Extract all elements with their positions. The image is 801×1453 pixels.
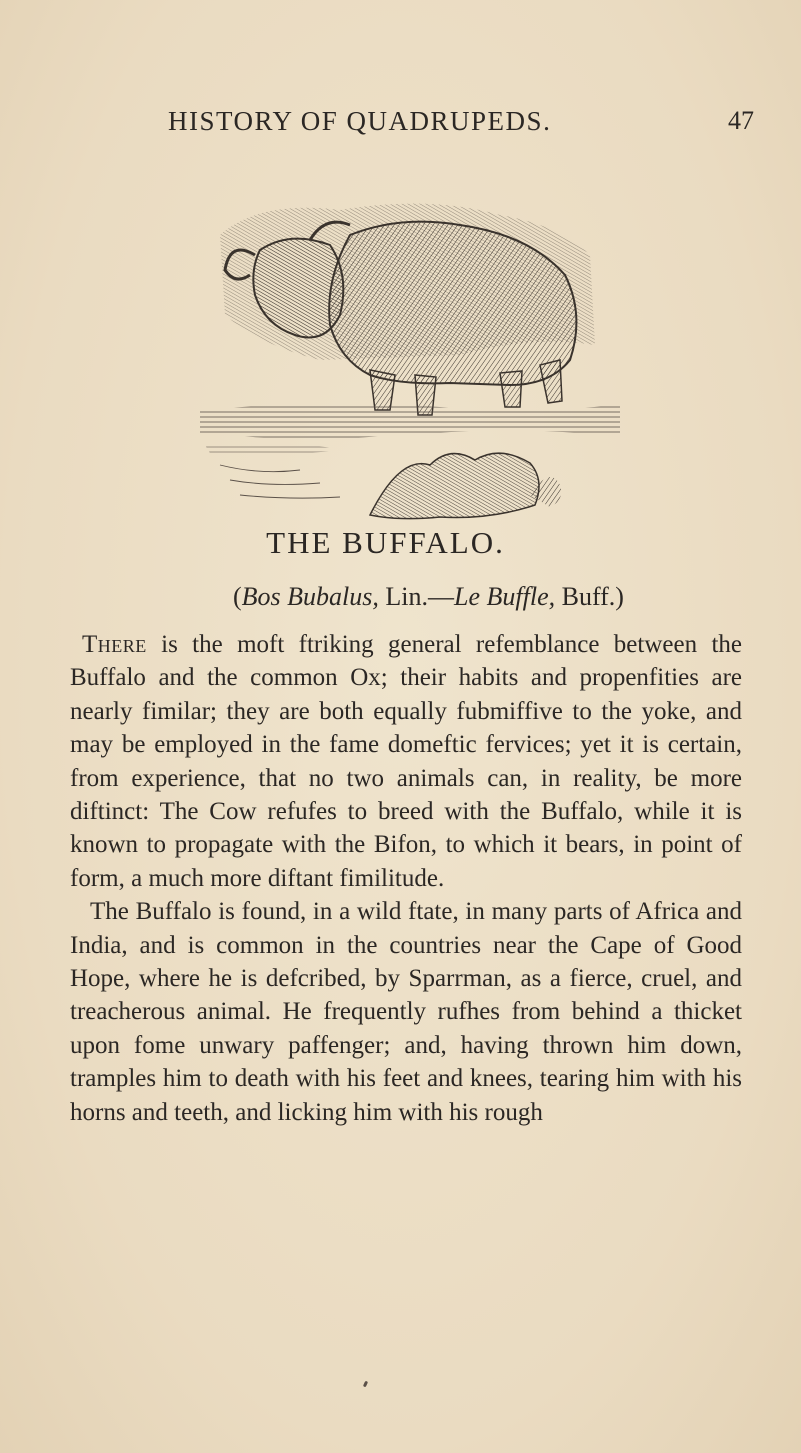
synonym-open: ( (233, 582, 242, 611)
caption-text: THE BUFFALO. (266, 525, 505, 560)
paragraph-1-lead: There (82, 631, 147, 658)
plate-caption (0, 525, 801, 561)
paragraph-1-text: is the moft ftriking general refemblance between the Buffalo and the common Ox; their habits and propenfities are nearly fimilar; they are both equally fubmiffive to the yoke, and may be employed in the fame domeftic fervices; yet it is certain, from experience, that no two animals can, in reality, be more diftinct: The Cow refufes to breed with the Buffalo, while it is known to propagate with the Bifon, to which it bears, in point of form, a much more diftant fimilitude. (70, 631, 742, 892)
synonym-bos-bubalus: Bos Bubalus, (241, 582, 379, 611)
paragraph-2: The Buffalo is found, in a wild ftate, in many parts of Africa and India, and is common in the countries near the Cape of Good Hope, where he is defcribed, by Sparrman, as a fierce, cruel, and treacherous animal. He frequently rufhes from behind a thicket upon fome unwary paffenger; and, having thrown him down, tramples him to death with his feet and knees, tearing him with his horns and teeth, and licking him with his rough (70, 898, 742, 1126)
synonym-lin: Lin.— (378, 582, 455, 611)
buffalo-woodcut-icon (200, 195, 620, 530)
paragraph-1 (70, 628, 742, 895)
synonym-le-buffle: Le Buffle, (454, 582, 556, 611)
synonymy-line (233, 582, 624, 612)
body-text (70, 628, 742, 1129)
running-title: HISTORY OF QUADRUPEDS. (168, 106, 552, 136)
synonym-buff: Buff.) (555, 582, 624, 611)
page-number: 47 (728, 106, 754, 135)
ink-speck (363, 1381, 368, 1388)
running-head (0, 106, 801, 146)
